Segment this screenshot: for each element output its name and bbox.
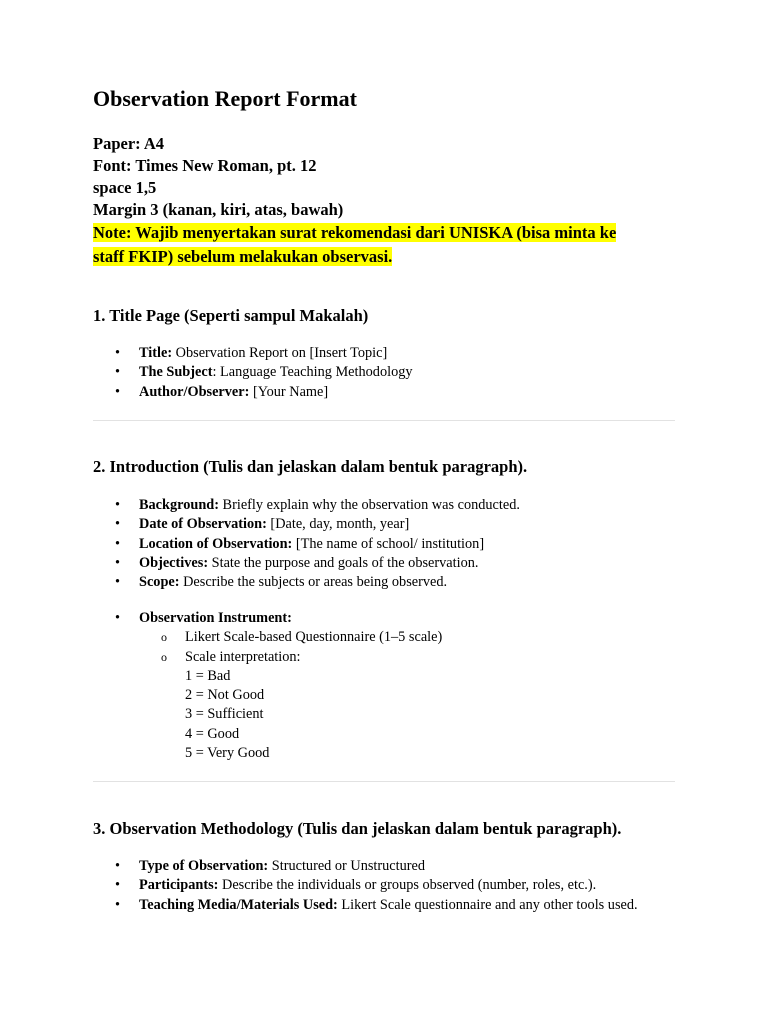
item-label: Objectives: [139, 554, 209, 571]
scale-values [185, 667, 683, 763]
page-title: Observation Report Format [93, 86, 357, 111]
note-line-1: Note: Wajib menyertakan surat rekomendasi dari UNISKA (bisa minta ke [93, 223, 617, 242]
list-item [93, 515, 683, 534]
item-text: [The name of school/ institution] [292, 535, 485, 552]
instrument-label: Observation Instrument: [139, 610, 292, 626]
scale-item: 2 = Not Good [185, 687, 265, 704]
section-2-heading: 2. Introduction (Tulis dan jelaskan dalam bentuk paragraph). [93, 457, 528, 476]
section-3-heading: 3. Observation Methodology (Tulis dan jelaskan dalam bentuk paragraph). [93, 819, 622, 838]
list-item [93, 496, 683, 515]
list-item [93, 573, 683, 592]
item-text: Observation Report on [Insert Topic] [172, 345, 388, 361]
item-label: Author/Observer: [139, 383, 250, 400]
sub-item: o Likert Scale-based Questionnaire (1–5 scale) [139, 628, 683, 647]
list-item [93, 383, 683, 402]
section-3-list [93, 857, 683, 915]
item-label: Background: [139, 497, 219, 513]
item-text: [Your Name] [249, 383, 329, 400]
item-label: Title: [139, 345, 173, 361]
scale-heading: o Scale interpretation: [185, 648, 301, 665]
format-specs [93, 133, 683, 269]
list-item [93, 609, 683, 763]
item-label: Teaching Media/Materials Used: [139, 896, 338, 913]
item-text: Briefly explain why the observation was conducted. [218, 497, 520, 513]
section-divider [93, 781, 675, 782]
list-item [93, 535, 683, 554]
list-item [93, 344, 683, 363]
spec-margin: Margin 3 (kanan, kiri, atas, bawah) [93, 200, 344, 219]
instrument-sublist [139, 628, 683, 763]
item-text: [Date, day, month, year] [266, 516, 410, 533]
item-text: : Language Teaching Methodology [212, 364, 413, 381]
scale-item: 4 = Good [185, 725, 240, 742]
highlighted-note [93, 221, 683, 269]
list-item [93, 554, 683, 573]
note-line-2: staff FKIP) sebelum melakukan observasi. [93, 247, 393, 266]
item-text: Likert Scale questionnaire and any other tools used. [337, 896, 638, 913]
item-label: Type of Observation: [139, 858, 269, 874]
item-label: The Subject [139, 364, 213, 381]
list-item [93, 876, 683, 895]
section-1-heading: 1. Title Page (Seperti sampul Makalah) [93, 306, 369, 325]
list-item [93, 363, 683, 382]
sub-item [139, 648, 683, 764]
list-item [93, 857, 683, 876]
item-label: Location of Observation: [139, 535, 293, 552]
section-2-list [93, 496, 683, 592]
spec-paper: Paper: A4 [93, 134, 165, 153]
item-label: Participants: [139, 877, 219, 894]
instrument-list [93, 609, 683, 763]
scale-item: 1 = Bad [185, 667, 231, 684]
spec-space: space 1,5 [93, 178, 157, 197]
scale-item: 5 = Very Good [185, 745, 270, 762]
section-divider [93, 420, 675, 421]
spec-font: Font: Times New Roman, pt. 12 [93, 156, 317, 175]
item-text: Structured or Unstructured [268, 858, 426, 874]
section-1-list [93, 344, 683, 402]
item-text: Describe the individuals or groups observed (number, roles, etc.). [218, 877, 597, 894]
item-text: Describe the subjects or areas being observed. [179, 574, 448, 591]
item-label: Scope: [139, 574, 180, 591]
list-item [93, 896, 683, 915]
item-label: Date of Observation: [139, 516, 267, 533]
scale-item: 3 = Sufficient [185, 706, 264, 723]
item-text: State the purpose and goals of the observation. [208, 554, 479, 571]
